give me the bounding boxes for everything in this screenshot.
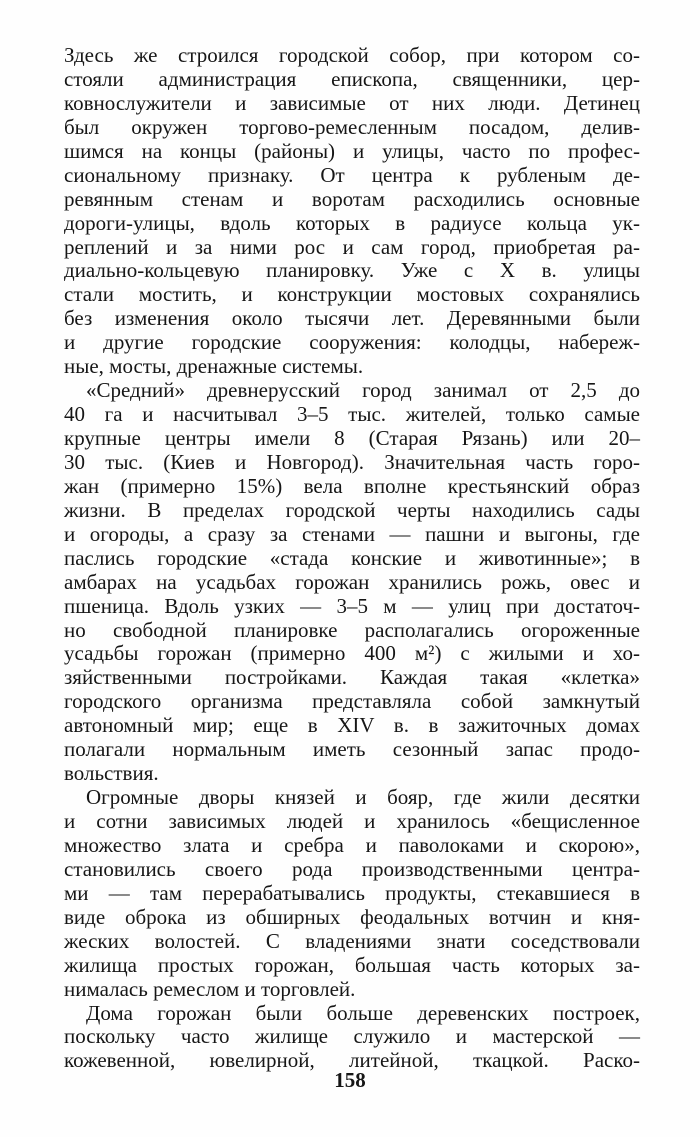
text-line: полагали нормальным иметь сезонный запас продо- [64,737,640,762]
text-line: стали мостить, и конструкции мостовых сохранялись [64,282,640,307]
text-line: Огромные дворы князей и бояр, где жили десятки [86,785,640,810]
text-line: жеских волостей. С владениями знати соседствовали [64,928,640,953]
text-line: 40 га и насчитывал 3–5 тыс. жителей, только самые [64,402,640,427]
paragraph [64,44,640,379]
text-line: был окружен торгово-ремесленным посадом, делив- [64,114,640,139]
text-line: поскольку часто жилище служило и мастерской — [64,1024,640,1049]
text-line: реплений и за ними рос и сам город, приобретая ра- [64,234,640,259]
text-line: 30 тыс. (Киев и Новгород). Значительная часть горо- [64,449,640,474]
paragraph [64,1002,640,1074]
text-line: жилища простых горожан, большая часть которых за- [64,952,640,977]
text-line: зяйственными постройками. Каждая такая «клетка» [64,665,640,690]
text-line: и сотни зависимых людей и хранилось «бещисленное [64,809,640,833]
text-line: становились своего рода производственными центра- [64,856,640,881]
text-line: городского организма представляла собой замкнутый [64,689,640,714]
page-number: 158 [334,1068,366,1092]
text-line: дороги-улицы, вдоль которых в радиусе кольца ук- [64,210,640,235]
text-line: и другие городские сооружения: колодцы, набереж- [64,330,640,355]
body-text [64,44,640,1073]
text-line: жан (примерно 15%) вела вполне крестьянский образ [64,473,640,498]
text-line: «Средний» древнерусский город занимал от 2,5 до [86,378,640,403]
text-line: нималась ремеслом и торговлей. [64,976,356,1001]
paragraph [64,379,640,786]
text-line: крупные центры имели 8 (Старая Рязань) или 20– [64,426,640,450]
text-line: виде оброка из обширных феодальных вотчин и кня- [64,904,640,929]
text-line: амбарах на усадьбах горожан хранились рожь, овес и [64,569,640,594]
text-line: ми — там перерабатывались продукты, стекавшиеся в [64,880,640,905]
paragraph [64,786,640,1001]
text-line: без изменения около тысячи лет. Деревянными были [64,306,640,331]
text-line: автономный мир; еще в XIV в. в зажиточных домах [64,713,640,738]
text-line: ковнослужители и зависимые от них люди. Детинец [64,90,640,115]
text-line: Дома горожан были больше деревенских построек, [86,1000,640,1025]
text-line: диально-кольцевую планировку. Уже с X в. улицы [64,258,640,283]
text-line: пшеница. Вдоль узких — 3–5 м — улиц при достаточ- [64,593,640,618]
text-line: шимся на концы (районы) и улицы, часто по профес- [64,138,640,163]
text-line: ные, мосты, дренажные системы. [64,354,364,379]
text-line: паслись городские «стада конские и животинные»; в [64,545,640,570]
text-line: сиональному признаку. От центра к рубленым де- [64,162,640,187]
text-line: усадьбы горожан (примерно 400 м²) с жилыми и хо- [64,641,640,666]
text-line: и огороды, а сразу за стенами — пашни и выгоны, где [64,521,640,546]
text-line: кожевенной, ювелирной, литейной, ткацкой. Раско- [64,1048,640,1073]
text-line: но свободной планировке располагались огороженные [64,617,640,642]
text-line: ревянным стенам и воротам расходились основные [64,186,640,211]
text-line: множество злата и сребра и паволоками и скорою», [64,832,640,857]
text-line: Здесь же строился городской собор, при котором со- [64,43,640,67]
text-line: вольствия. [64,761,159,786]
text-line: стояли администрация епископа, священники, цер- [64,66,640,91]
text-line: жизни. В пределах городской черты находились сады [64,497,640,522]
